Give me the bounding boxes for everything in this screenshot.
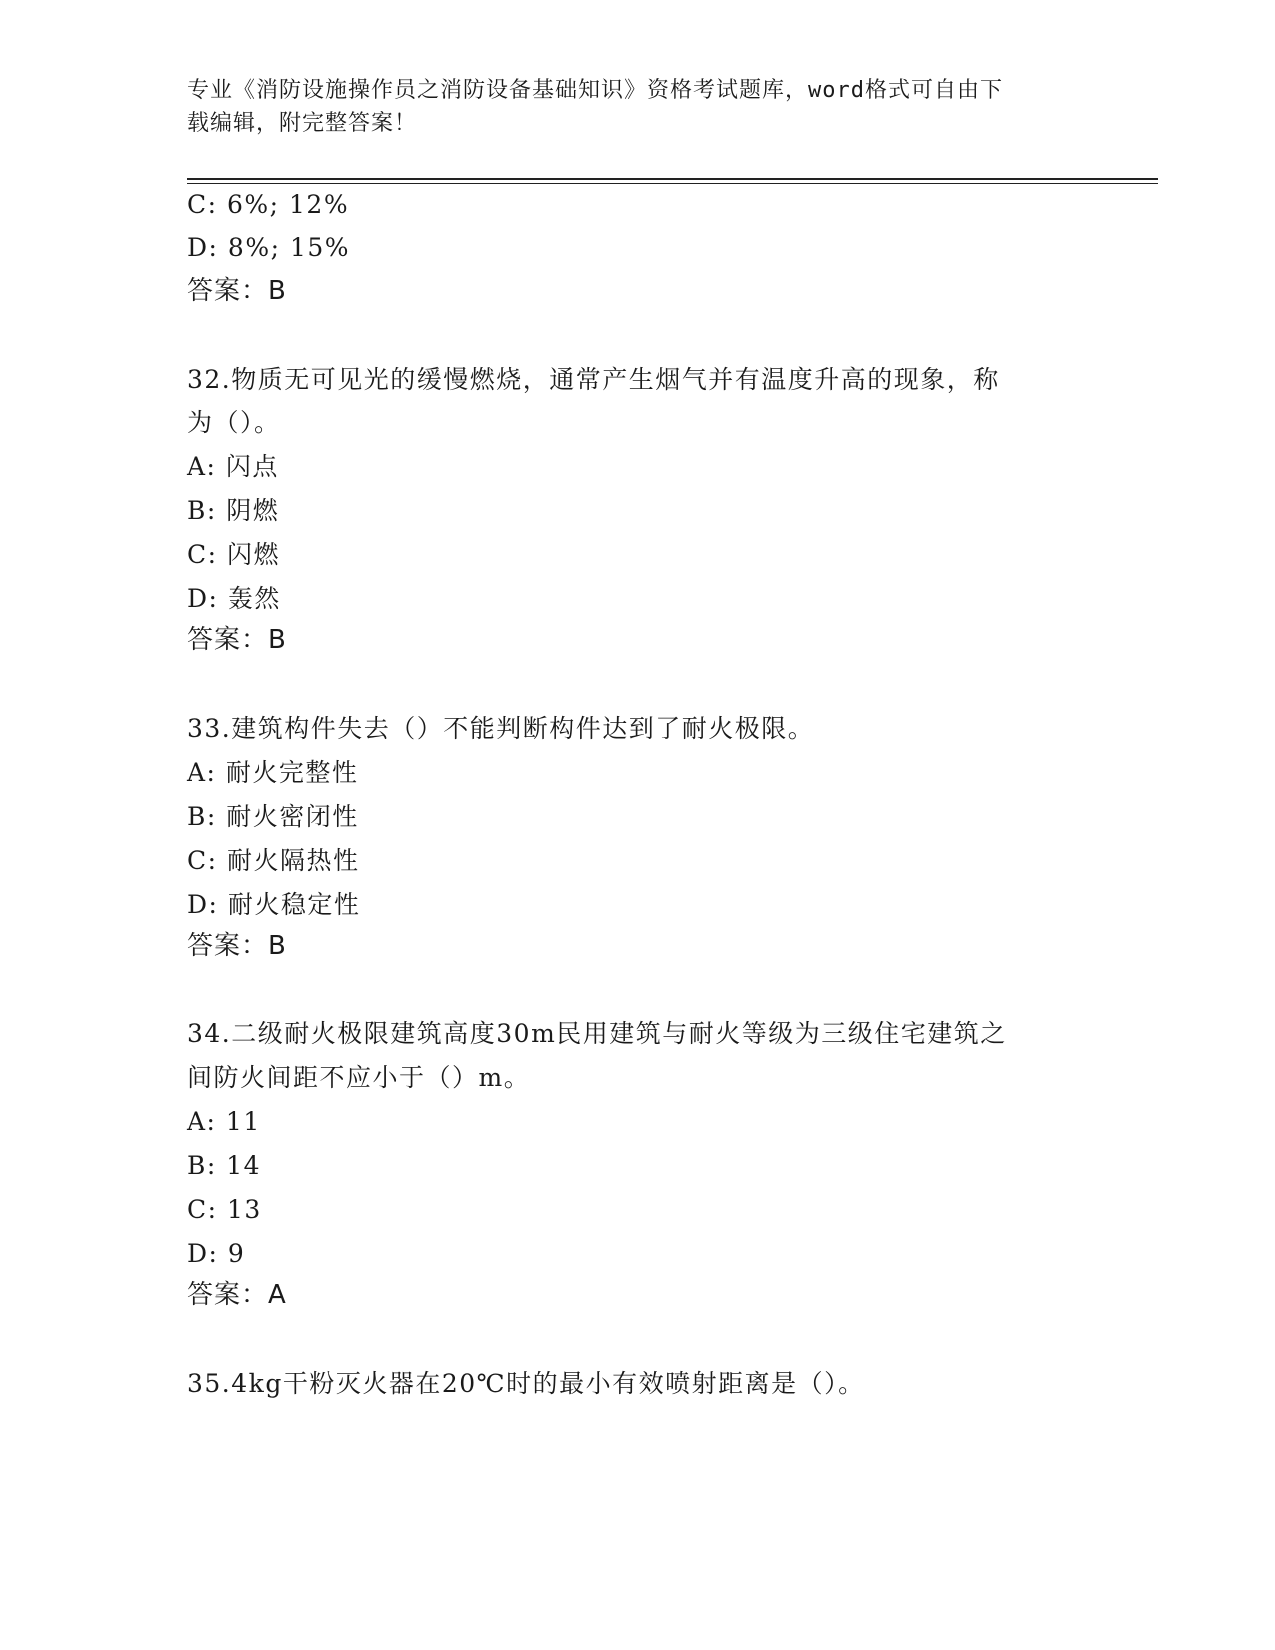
question-32-option-a: A: 闪点 bbox=[187, 452, 279, 481]
question-33-option-d: D: 耐火稳定性 bbox=[187, 890, 361, 919]
question-33-answer: 答案：B bbox=[187, 931, 287, 961]
question-34-option-c: C: 13 bbox=[187, 1195, 262, 1224]
question-34-option-b: B: 14 bbox=[187, 1151, 262, 1180]
question-34-answer: 答案：A bbox=[187, 1280, 287, 1310]
question-34-stem-line-1: 34.二级耐火极限建筑高度30m民用建筑与耐火等级为三级住宅建筑之 bbox=[187, 1019, 1007, 1048]
header-divider-thick bbox=[187, 178, 1158, 180]
question-32-option-b: B: 阴燃 bbox=[187, 496, 280, 525]
header-line-1: 专业《消防设施操作员之消防设备基础知识》资格考试题库，word格式可自由下 bbox=[187, 78, 1003, 103]
header-line-2: 载编辑，附完整答案！ bbox=[187, 111, 418, 136]
question-32-option-c: C: 闪燃 bbox=[187, 540, 280, 569]
question-32-option-d: D: 轰然 bbox=[187, 584, 281, 613]
option-c: C: 6%; 12% bbox=[187, 190, 350, 219]
option-d: D: 8%; 15% bbox=[187, 233, 351, 262]
answer-line: 答案：B bbox=[187, 276, 287, 306]
question-33-option-a: A: 耐火完整性 bbox=[187, 758, 359, 787]
question-33-option-b: B: 耐火密闭性 bbox=[187, 802, 359, 831]
question-32-answer: 答案：B bbox=[187, 625, 287, 655]
question-32-stem-line-1: 32.物质无可见光的缓慢燃烧，通常产生烟气并有温度升高的现象，称 bbox=[187, 365, 1000, 394]
header-divider-thin bbox=[187, 183, 1158, 184]
document-header bbox=[187, 74, 1067, 140]
question-34-stem-line-2: 间防火间距不应小于（）m。 bbox=[187, 1063, 531, 1092]
question-35-stem-line-1: 35.4kg干粉灭火器在20℃时的最小有效喷射距离是（）。 bbox=[187, 1369, 865, 1398]
question-33-stem-line-1: 33.建筑构件失去（）不能判断构件达到了耐火极限。 bbox=[187, 714, 815, 743]
question-33-option-c: C: 耐火隔热性 bbox=[187, 846, 360, 875]
question-34-option-d: D: 9 bbox=[187, 1239, 246, 1268]
question-32-stem-line-2: 为（）。 bbox=[187, 408, 281, 437]
question-34-option-a: A: 11 bbox=[187, 1107, 261, 1136]
